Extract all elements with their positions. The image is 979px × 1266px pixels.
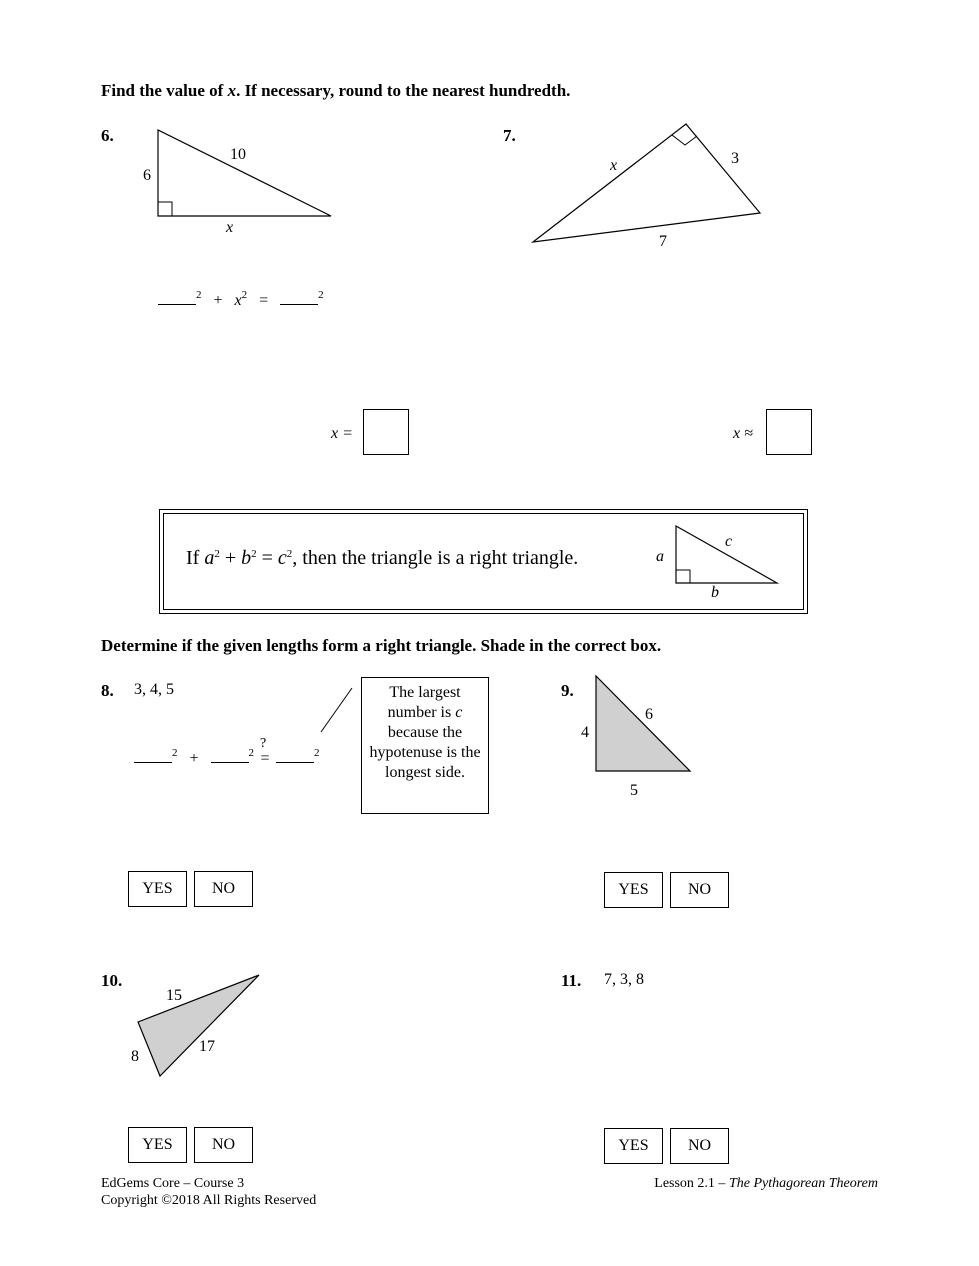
footer-copyright: Copyright ©2018 All Rights Reserved (101, 1193, 317, 1208)
problem-9-side-5: 5 (630, 782, 638, 799)
problem-9-side-6: 6 (645, 706, 653, 723)
problem-8-no-button[interactable]: NO (194, 871, 253, 907)
problem-9-side-4: 4 (581, 724, 589, 741)
instruction-find-x: Find the value of x. If necessary, round to the nearest hundredth. (101, 81, 571, 100)
problem-6-side-hypotenuse: 10 (230, 146, 246, 163)
problem-7-number: 7. (503, 126, 516, 145)
problem-9-yes-button[interactable]: YES (604, 872, 663, 908)
problem-8-lengths: 3, 4, 5 (134, 681, 174, 698)
problem-11-no-button[interactable]: NO (670, 1128, 729, 1164)
problem-8-equation: $^2$ + $^2$ ? = $^2$ (134, 748, 320, 768)
problem-11-yes-button[interactable]: YES (604, 1128, 663, 1164)
problem-6-side-vertical: 6 (143, 167, 151, 184)
theorem-label-a: a (656, 548, 664, 565)
problem-7-side-x: x (610, 157, 618, 174)
problem-8-number: 8. (101, 681, 114, 700)
theorem-label-c: c (725, 533, 733, 550)
theorem-label-b: b (711, 584, 719, 601)
instruction-determine: Determine if the given lengths form a right triangle. Shade in the correct box. (101, 636, 662, 655)
problem-7-side-7: 7 (659, 233, 667, 250)
problem-8-yes-button[interactable]: YES (128, 871, 187, 907)
problem-10-no-button[interactable]: NO (194, 1127, 253, 1163)
question-equals: ? = (260, 736, 270, 767)
problem-6-number: 6. (101, 126, 114, 145)
problem-6-side-x: x (226, 219, 234, 236)
problem-10-side-17: 17 (199, 1038, 215, 1055)
problem-6-answer-label: x = (331, 425, 353, 442)
problem-7-answer-label: x ≈ (733, 425, 753, 442)
problem-9-number: 9. (561, 681, 574, 700)
footer-course: EdGems Core – Course 3 (101, 1176, 245, 1191)
problem-11-lengths: 7, 3, 8 (604, 971, 644, 988)
hypotenuse-note: The largest number is c because the hypotenuse is the longest side. (361, 677, 489, 814)
theorem-statement: If $a^2 + b^2 = c^2$, then the triangle is a right triangle. (186, 547, 579, 569)
problem-11-number: 11. (561, 971, 582, 990)
problem-9-no-button[interactable]: NO (670, 872, 729, 908)
footer-lesson: Lesson 2.1 – The Pythagorean Theorem (654, 1176, 878, 1191)
problem-10-yes-button[interactable]: YES (128, 1127, 187, 1163)
problem-10-side-8: 8 (131, 1048, 139, 1065)
problem-10-side-15: 15 (166, 987, 182, 1004)
problem-7-side-3: 3 (731, 150, 739, 167)
problem-6-equation: $^2$ + $x^2$ = $^2$ (158, 290, 324, 310)
problem-10-number: 10. (101, 971, 123, 990)
